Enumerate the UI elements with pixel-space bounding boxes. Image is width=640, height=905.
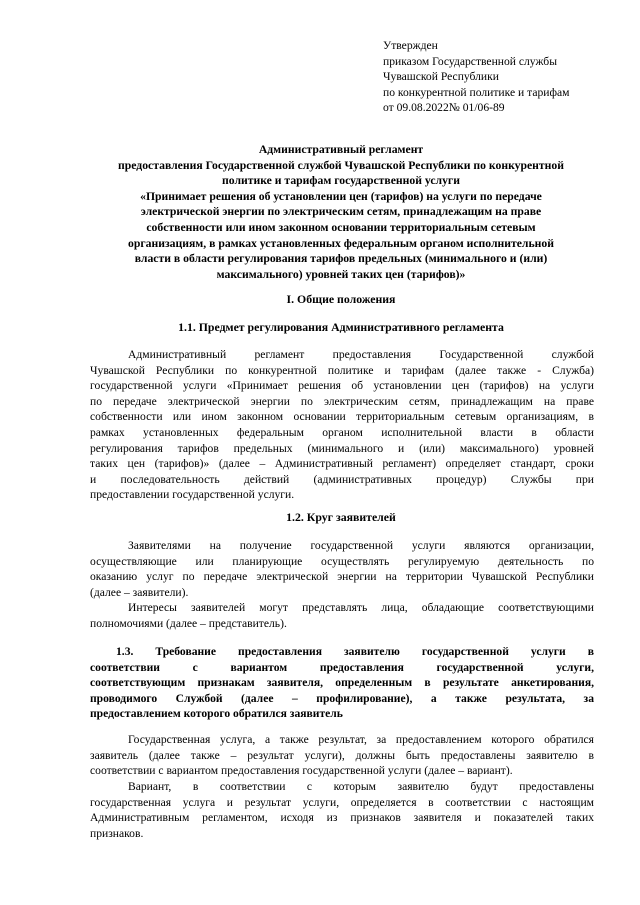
- text-line: осуществляющие или планирующие осуществлять регулируемую деятельность по: [90, 554, 594, 568]
- approval-line: от 09.08.2022№ 01/06-89: [383, 101, 505, 115]
- title-line: электрической энергии по электрическим сетям, принадлежащим на праве: [140, 205, 542, 219]
- title-line: Административный регламент: [258, 143, 424, 156]
- text-line: по передаче электрической энергии по электрическим сетям, принадлежащим на праве: [90, 394, 594, 408]
- text-line: полномочиями (далее – представитель).: [90, 616, 287, 630]
- text-line: рамках установленных федеральным органом исполнительной власти в области: [90, 425, 594, 439]
- approval-line: приказом Государственной службы: [383, 54, 557, 68]
- text-line: Интересы заявителей могут представлять лица, обладающие соответствующими: [128, 601, 594, 614]
- paragraph-1-1: [90, 347, 594, 503]
- text-line: оказанию услуг по передаче электрической энергии на территории Чувашской Республики: [90, 570, 594, 584]
- text-line: государственной услуги «Принимает решения об установлении цен (тарифов) на услуги: [90, 379, 594, 393]
- text-line: государственная услуга и результат услуги, определяется в соответствии с настоящим: [90, 795, 594, 809]
- heading-line: соответствующим признакам заявителя, определенным в результате анкетирования,: [90, 676, 594, 690]
- text-line: Вариант, в соответствии с которым заявителю будут предоставлены: [128, 780, 594, 793]
- text-line: заявитель (далее также – результат услуги), должны быть предоставлены заявителю в: [90, 748, 594, 762]
- approval-stamp: [383, 38, 623, 116]
- text-line: Административным регламентом, исходя из признаков заявителя и показателей таких: [90, 811, 594, 825]
- text-line: и последовательность действий (административных процедур) Службы при: [90, 472, 594, 486]
- approval-line: по конкурентной политике и тарифам: [383, 85, 570, 99]
- title-line: организациям, в рамках установленных федеральным органом исполнительной: [128, 236, 554, 250]
- title-line: власти в области регулирования тарифов предельных (минимального и (или): [134, 252, 548, 266]
- text-line: Государственная услуга, а также результат, за предоставлением которого обратился: [128, 733, 594, 746]
- heading-line: предоставлением которого обратился заявитель: [90, 707, 343, 721]
- title-line: «Принимает решения об установлении цен (тарифов) на услуги по передаче: [140, 189, 542, 203]
- approval-line: Чувашской Республики: [383, 70, 499, 84]
- subsection-heading-1-1: 1.1. Предмет регулирования Административного регламента: [178, 320, 504, 334]
- text-line: соответствии с вариантом предоставления государственной услуги (далее – вариант).: [90, 764, 513, 778]
- text-line: собственности или ином законном основании территориальным сетевым организациям, в: [90, 410, 594, 424]
- section-heading: I. Общие положения: [286, 292, 396, 306]
- heading-line: соответствии с вариантом предоставления государственной услуги,: [90, 660, 594, 674]
- text-line: Административный регламент предоставления Государственной службой: [128, 348, 594, 361]
- text-line: Чувашской Республики по конкурентной политике и тарифам (далее также - Служба): [90, 363, 594, 377]
- approval-line: Утвержден: [383, 39, 438, 52]
- paragraph-1-2-a: [90, 538, 594, 600]
- subsection-heading-1-2: 1.2. Круг заявителей: [286, 510, 396, 524]
- paragraph-1-3-b: [90, 779, 594, 841]
- heading-line: 1.3. Требование предоставления заявителю государственной услуги в: [116, 645, 594, 658]
- document-title: [86, 142, 596, 282]
- text-line: (далее – заявители).: [90, 585, 189, 599]
- heading-line: проводимого Службой (далее – профилирование), а также результата, за: [90, 691, 594, 705]
- text-line: Заявителями на получение государственной услуги являются организации,: [128, 539, 594, 552]
- title-line: собственности или ином законном основании территориальным сетевым: [146, 220, 536, 234]
- paragraph-1-3-a: [90, 732, 594, 779]
- title-line: предоставления Государственной службой Чувашской Республики по конкурентной: [118, 158, 564, 172]
- paragraph-1-2-b: [90, 600, 594, 631]
- text-line: таких цен (тарифов)» (далее – Административный регламент) определяет стандарт, сроки: [90, 457, 594, 471]
- subsection-heading-1-3: [90, 644, 594, 722]
- title-line: политике и тарифам государственной услуги: [222, 174, 460, 188]
- text-line: признаков.: [90, 826, 144, 840]
- text-line: регулирования тарифов предельных (минимального и (или) максимального) уровней: [90, 441, 594, 455]
- text-line: предоставлении государственной услуги.: [90, 488, 295, 502]
- title-line: максимального) уровней таких цен (тарифов)»: [216, 267, 466, 281]
